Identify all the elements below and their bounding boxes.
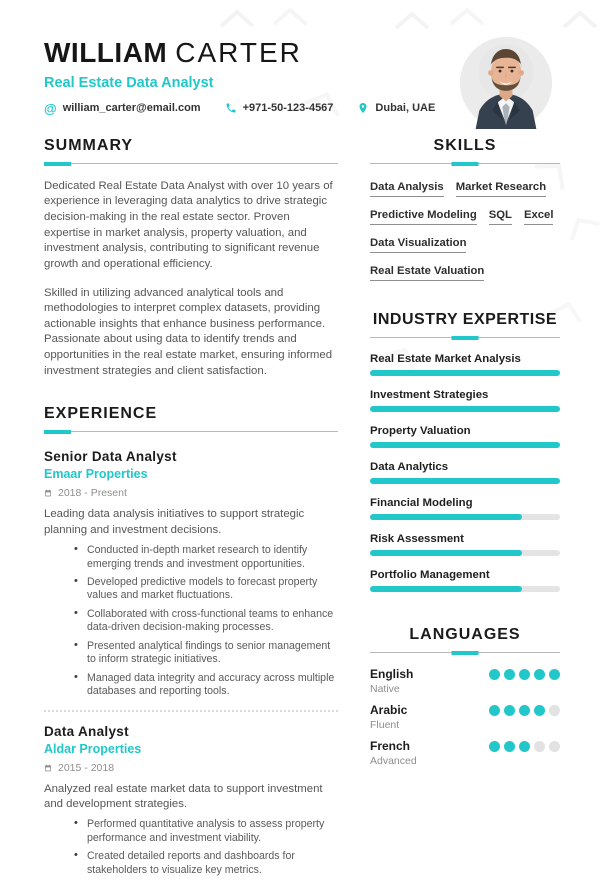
expertise-bar <box>370 586 560 592</box>
chevron-watermark <box>559 206 604 245</box>
job-bullet: • Conducted in-depth market research to identify emerging trends and investment opportunities. <box>74 544 338 571</box>
skill-item: Data Visualization <box>370 237 466 253</box>
location-pin-icon <box>357 102 369 114</box>
contact-location <box>357 102 435 114</box>
expertise-label: Data Analytics <box>370 460 449 473</box>
language-level-dot <box>489 669 500 680</box>
summary-paragraph: Skilled in utilizing advanced analytical tools and methodologies to interpret complex datasets, providing actionable insights that enhance business performance. Passionate about using data to identify trends and opportunities in the real estate market, ensuring informed investment strategies and client satisfaction. <box>44 286 333 377</box>
language-level-dot <box>519 705 530 716</box>
profile-photo <box>460 37 552 129</box>
language-name: French <box>370 738 411 753</box>
email-text: william_carter@email.com <box>62 102 201 115</box>
industry-expertise-heading: INDUSTRY EXPERTISE <box>372 310 558 328</box>
expertise-bar <box>370 478 560 484</box>
expertise-label: Risk Assessment <box>370 532 464 545</box>
skill-item: Real Estate Valuation <box>370 265 484 281</box>
job-bullet: • Created detailed reports and dashboards for stakeholders to visualize key metrics. <box>74 850 338 877</box>
expertise-label: Investment Strategies <box>370 388 489 401</box>
date-text: 2015 - 2018 <box>58 761 115 774</box>
expertise-item <box>370 353 560 376</box>
language-row <box>370 667 560 695</box>
phone-text: +971-50-123-4567 <box>242 102 334 115</box>
resume-page <box>2 0 602 876</box>
language-proficiency: Advanced <box>370 754 417 767</box>
expertise-bar <box>370 514 560 520</box>
summary-paragraph: Dedicated Real Estate Data Analyst with over 10 years of experience in leveraging data analytics to drive strategic decision-making in the real estate sector. Proven expertise in market analysis, property valuation, and investment analysis, contributing to significant revenue growth and operational efficiency. <box>44 179 333 270</box>
language-level-dot <box>549 705 560 716</box>
expertise-item <box>370 425 560 448</box>
section-divider <box>44 430 338 434</box>
job-title: Data Analyst <box>44 723 129 739</box>
experience-entry <box>44 449 338 698</box>
job-bullet-list <box>74 544 338 699</box>
expertise-item <box>370 461 560 484</box>
language-level-dot <box>519 669 530 680</box>
experience-heading: EXPERIENCE <box>44 405 158 423</box>
language-level-dot <box>519 741 530 752</box>
expertise-bar <box>370 370 560 376</box>
expertise-item <box>370 569 560 592</box>
job-bullet: • Developed predictive models to forecast property values and market fluctuations. <box>74 576 338 603</box>
contact-email <box>44 102 201 115</box>
right-column <box>370 137 560 882</box>
expertise-bar <box>370 442 560 448</box>
job-description: Leading data analysis initiatives to support strategic planning and investment decisions. <box>44 508 305 536</box>
language-proficiency: Native <box>370 682 400 695</box>
language-level-dot <box>489 705 500 716</box>
job-bullet-list <box>74 818 338 877</box>
section-divider <box>370 336 560 340</box>
experience-entry <box>44 724 338 878</box>
language-list <box>370 667 560 767</box>
language-level-dot <box>534 705 545 716</box>
section-divider <box>370 162 560 166</box>
experience-section <box>44 405 338 877</box>
language-level-dot <box>534 669 545 680</box>
expertise-label: Portfolio Management <box>370 568 490 581</box>
language-row <box>370 703 560 731</box>
skill-item: Predictive Modeling <box>370 209 477 225</box>
language-level-dot <box>504 669 515 680</box>
summary-heading: SUMMARY <box>44 136 134 154</box>
person-job-title: Real Estate Data Analyst <box>44 74 214 91</box>
first-name: WILLIAM <box>44 37 168 68</box>
date-range <box>44 487 338 499</box>
job-title: Senior Data Analyst <box>44 449 177 465</box>
language-proficiency: Fluent <box>370 718 400 731</box>
skill-list <box>370 181 560 281</box>
skill-item: Excel <box>524 209 554 225</box>
language-level-dots <box>489 669 560 680</box>
language-level-dots <box>489 705 560 716</box>
calendar-icon <box>44 489 52 497</box>
language-name: Arabic <box>370 702 408 717</box>
last-name: CARTER <box>175 37 302 68</box>
date-text: 2018 - Present <box>58 487 127 500</box>
language-level-dot <box>504 705 515 716</box>
summary-section <box>44 137 338 380</box>
email-at-icon: @ <box>44 100 57 116</box>
language-level-dot <box>504 741 515 752</box>
company-name: Aldar Properties <box>44 741 142 756</box>
phone-icon <box>225 102 237 114</box>
section-divider <box>370 651 560 655</box>
expertise-bar <box>370 550 560 556</box>
expertise-bar <box>370 406 560 412</box>
language-level-dots <box>489 741 560 752</box>
job-bullet: • Performed quantitative analysis to assess property performance and investment viability. <box>74 818 338 845</box>
location-text: Dubai, UAE <box>375 102 436 115</box>
calendar-icon <box>44 764 52 772</box>
language-level-dot <box>534 741 545 752</box>
languages-section <box>370 626 560 767</box>
job-separator <box>44 710 338 712</box>
date-range <box>44 762 338 774</box>
contact-phone <box>225 102 334 114</box>
industry-expertise-section <box>370 311 560 592</box>
job-description: Analyzed real estate market data to support investment and development strategies. <box>44 782 323 810</box>
expertise-item <box>370 533 560 556</box>
company-name: Emaar Properties <box>44 467 148 482</box>
expertise-label: Financial Modeling <box>370 496 473 509</box>
section-divider <box>44 162 338 166</box>
skill-item: Data Analysis <box>370 181 444 197</box>
language-level-dot <box>489 741 500 752</box>
expertise-label: Property Valuation <box>370 424 471 437</box>
job-bullet: • Presented analytical findings to senior management to inform strategic initiatives. <box>74 640 338 667</box>
expertise-item <box>370 389 560 412</box>
languages-heading: LANGUAGES <box>409 625 521 643</box>
skills-heading: SKILLS <box>433 136 497 154</box>
job-bullet: • Collaborated with cross-functional teams to enhance data-driven decision-making processes. <box>74 608 338 635</box>
job-bullet: • Managed data integrity and accuracy across multiple databases and reporting tools. <box>74 672 338 699</box>
skills-section <box>370 137 560 281</box>
skill-item: Market Research <box>456 181 546 197</box>
language-level-dot <box>549 741 560 752</box>
language-row <box>370 739 560 767</box>
skill-item: SQL <box>489 209 512 225</box>
language-name: English <box>370 666 414 681</box>
left-column <box>44 137 338 882</box>
expertise-label: Real Estate Market Analysis <box>370 352 521 365</box>
expertise-item <box>370 497 560 520</box>
language-level-dot <box>549 669 560 680</box>
